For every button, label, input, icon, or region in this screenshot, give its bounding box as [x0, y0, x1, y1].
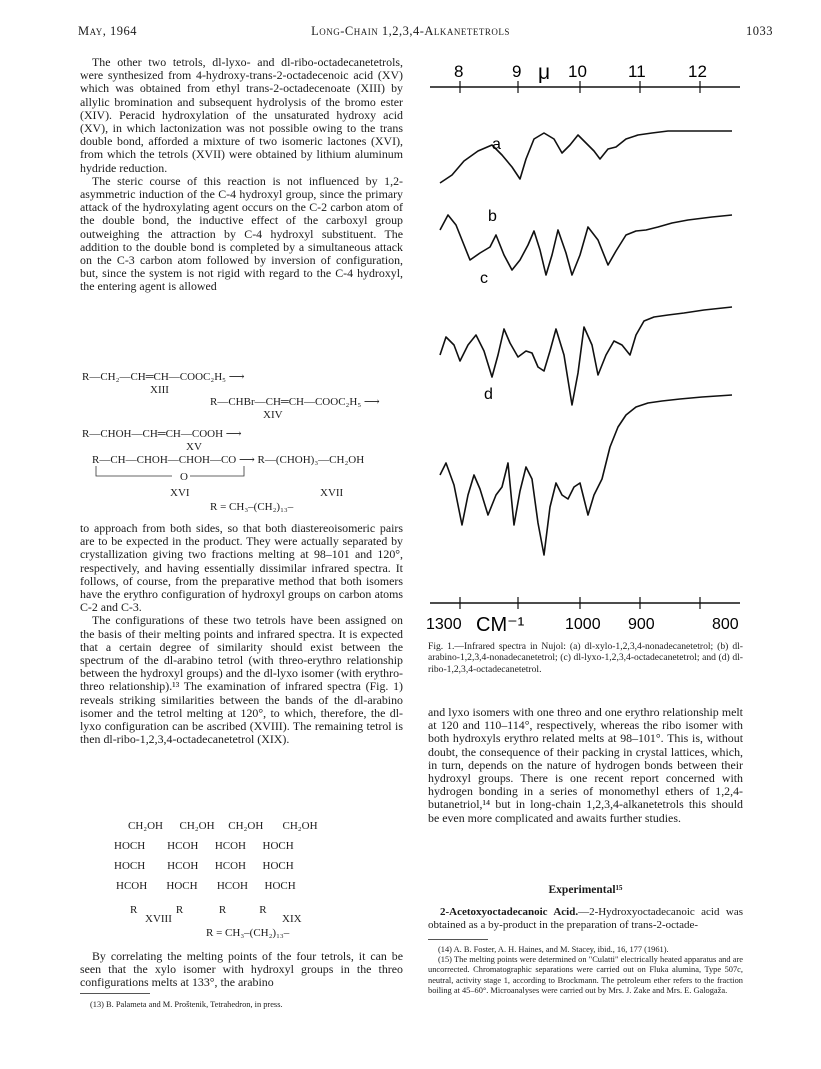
reaction-line-xv: R—CHOH—CH═CH—COOH ⟶ — [82, 428, 242, 440]
reaction-line-xiii: R—CH₂—CH═CH—COOC₂H₅ ⟶ — [82, 371, 245, 383]
left-column-para-5 — [80, 950, 403, 990]
bottom-unit-label: CM⁻¹ — [476, 614, 525, 635]
fischer-row-2: HOCH HCOH HCOH HOCH — [114, 840, 294, 852]
fischer-row-4: HCOH HOCH HCOH HOCH — [116, 880, 296, 892]
page-number: 1033 — [746, 24, 773, 38]
left-column-para-1 — [80, 56, 403, 294]
top-tick-label: 11 — [628, 62, 646, 81]
bottom-tick-label: 1000 — [565, 616, 601, 633]
top-axis — [430, 61, 740, 93]
curve-label-c: c — [480, 270, 488, 287]
footnote-14: (14) A. B. Foster, A. H. Haines, and M. Stacey, ibid., 16, 177 (1961). — [438, 945, 669, 954]
right-column-para-1 — [428, 706, 743, 825]
bottom-tick-label: 900 — [628, 616, 655, 633]
spectrum-curve-b — [440, 215, 732, 275]
top-tick-label: 9 — [512, 62, 522, 81]
bottom-tick-label: 800 — [712, 616, 739, 633]
reaction-line-xvi-xvii: R—CH—CHOH—CHOH—CO ⟶ R—(CHOH)₃—CH₂OH — [92, 454, 365, 466]
ir-spectra-figure — [422, 55, 747, 635]
subsection-title: 2-Acetoxyoctadecanoic Acid. — [440, 906, 579, 918]
footnote-13 — [80, 1000, 403, 1010]
figure-caption: Fig. 1.—Infrared spectra in Nujol: (a) dl-xylo-1,2,3,4-nonadecanetetrol; (b) dl-arabino-1,2,3,4-nonadecanetetrol; (c) dl-lyxo-1,2,3,4-octadecanetetrol; and (d) dl-ribo-1,2,3,4-octadecanetetrol. — [428, 641, 743, 675]
bottom-axis — [426, 597, 740, 635]
curve-label-a: a — [492, 136, 501, 153]
compound-label-xv: XV — [186, 441, 202, 453]
running-header-date: May, 1964 — [78, 24, 138, 38]
top-tick-label: 10 — [568, 62, 587, 81]
lactone-oxygen: O — [180, 471, 188, 483]
fischer-row-5: R R R R — [130, 904, 267, 916]
body-paragraph: The other two tetrols, dl-lyxo- and dl-ribo-octadecanetetrols, were synthesized from 4-hydroxy-trans-2-octadecenoic acid (XV) which was obtained from ethyl trans-2-octadecenoate (XIII) by allylic bromination and subsequent hydrolysis of the bromo ester (XIV). Peracid hydroxylation of the unsaturated hydroxy acid (XV), in which lactonization was not possible owing to the trans double bond, afforded a mixture of two isomeric lactones (XVI), from which the tetrols (XVII) were obtained by lithium aluminum hydride reduction. — [80, 55, 403, 175]
left-column-para-3 — [80, 522, 403, 746]
curve-label-d: d — [484, 386, 493, 403]
body-paragraph: The configurations of these two tetrols have been assigned on the basis of their melting points and infrared spectra. It is expected that a certain degree of similarity should exist between the spectrum of the dl-arabino tetrol (with threo-erythro relationship between the hydroxyl groups) and the dl-lyxo isomer (with erythro-threo relationship).¹³ The examination of infrared spectra (Fig. 1) reveals striking similarities between the bands of the dl-arabino isomer and the tetrol melting at 120°, to which, therefore, the dl-lyxo configuration can be ascribed (XVIII). The remaining tetrol is then dl-ribo-1,2,3,4-octadecanetetrol (XIX). — [80, 613, 403, 747]
top-tick-label: 12 — [688, 62, 707, 81]
section-heading-experimental: Experimental¹⁵ — [548, 884, 623, 896]
fischer-row-1: CH₂OH CH₂OH CH₂OH CH₂OH — [128, 820, 318, 832]
running-header-title: Long-Chain 1,2,3,4-Alkanetetrols — [311, 24, 510, 38]
compound-label-xviii: XVIII — [145, 913, 172, 925]
footnotes-14-15 — [428, 945, 743, 996]
fischer-row-3: HOCH HCOH HCOH HOCH — [114, 860, 294, 872]
footnote-text: (13) B. Palameta and M. Proštenik, Tetrahedron, in press. — [90, 1000, 283, 1009]
body-paragraph: to approach from both sides, so that both diastereoisomeric pairs are to be expected in the product. They were actually separated by crystallization giving two fractions melting at 98–101 and 120°, respectively, and having essentially dissimilar infrared spectra. It follows, of course, from the preparative method that both isomers have the erythro configuration of hydroxyl groups on carbon atoms C-2 and C-3. — [80, 521, 403, 615]
curve-label-b: b — [488, 208, 497, 225]
spectrum-curve-d — [440, 395, 732, 555]
spectrum-curve-a — [440, 131, 732, 183]
footnote-15: (15) The melting points were determined on "Culatti" electrically heated apparatus and are uncorrected. Chromatographic separations were carried out on Fluka alumina, Type 507c, neutral, activity stage 1, according to Brockmann. The petroleum ether refers to the fraction boiling at 45–60°. Microanalyses were carried out by Mrs. J. Zake and Mrs. E. Galogaža. — [428, 955, 743, 995]
compound-label-xiii: XIII — [150, 384, 169, 396]
bottom-tick-label: 1300 — [426, 616, 462, 633]
top-tick-label: 8 — [454, 62, 464, 81]
compound-label-xvi: XVI — [170, 487, 190, 499]
body-paragraph: and lyxo isomers with one threo and one erythro relationship melt at 120 and 110–114°, respectively, whereas the ribo isomer with both hydroxyls erythro related melts at 98–101°. This is, without doubt, the consequence of their packing in crystal lattices, which, in turn, depends on the nature of hydrogen bonds between their hydroxyl groups. There is one recent report concerned with hydrogen bonding in a series of monomethyl ethers of 1,2,4-butanetriol,¹⁴ but in long-chain 1,2,3,4-alkanetetrols this should be even more complicated and awaits further studies. — [428, 705, 743, 825]
reaction-line-xiv: R—CHBr—CH═CH—COOC₂H₅ ⟶ — [210, 396, 380, 408]
fischer-r-definition: R = CH₃–(CH₂)₁₃– — [206, 927, 290, 939]
top-unit-label: μ — [538, 61, 551, 84]
footnote-rule — [428, 939, 488, 940]
right-column-para-2 — [428, 906, 743, 931]
r-definition: R = CH₃–(CH₂)₁₃– — [210, 501, 294, 513]
lactone-ring-bracket — [94, 466, 254, 486]
body-text: —2-Hydroxyoctadecanoic acid was obtained as a by-product in the preparation of trans-2-octade- — [428, 906, 743, 931]
footnote-rule — [80, 993, 150, 994]
compound-label-xvii: XVII — [320, 487, 344, 499]
compound-label-xix: XIX — [282, 913, 302, 925]
compound-label-xiv: XIV — [263, 409, 283, 421]
body-paragraph: By correlating the melting points of the four tetrols, it can be seen that the xylo isomer with hydroxyl groups in the threo configurations melts at 133°, the arabino — [80, 949, 403, 990]
body-paragraph: The steric course of this reaction is not influenced by 1,2-asymmetric induction of the C-4 hydroxyl group, since the primary attack of the hydroxylating agent occurs on the C-2 carbon atom of the double bond, the inductive effect of the carboxyl group outweighing the attraction by C-4 hydroxyl substituent. The addition to the double bond is completed by a simultaneous attack on the C-3 carbon atom followed by inversion of configuration, but, since the system is not rigid with regard to the C-4 hydroxyl, the entering agent is allowed — [80, 173, 403, 294]
